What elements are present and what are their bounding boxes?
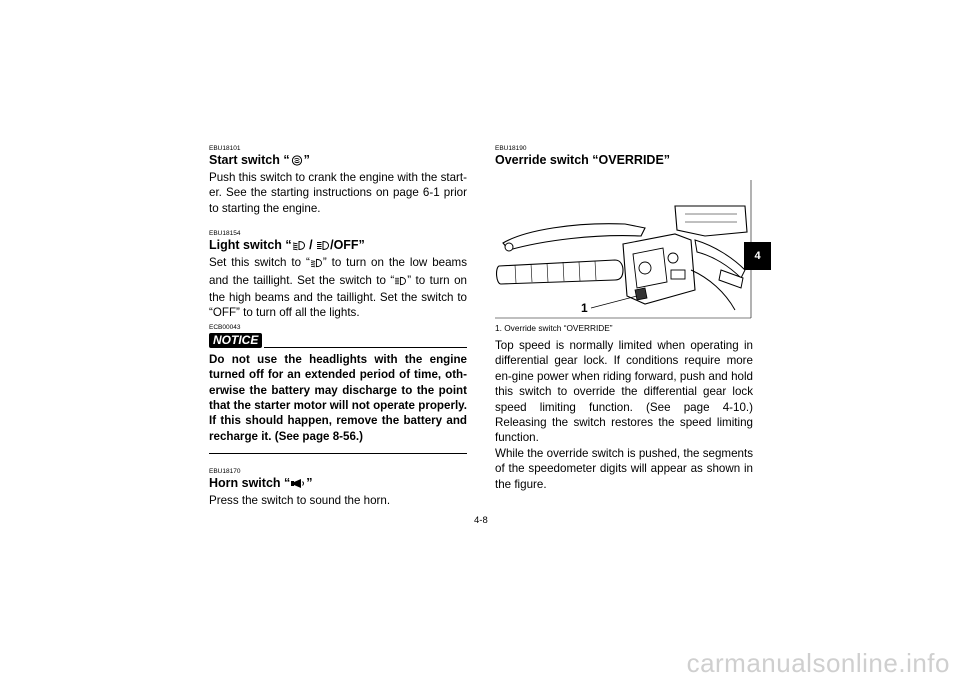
start-icon — [290, 155, 304, 169]
light-switch-text: Set this switch to “ ” to turn on the low beams and the taillight. Set the switch to “ ” to turn on the high beams and the taillight. Set the switch to “OFF” to turn off all the lights. — [209, 256, 467, 320]
figure-caption: 1. Override switch “OVERRIDE” — [495, 323, 613, 333]
high-beam-icon — [316, 240, 330, 254]
section-code: EBU18154 — [209, 230, 241, 238]
horn-switch-text: Press the switch to sound the horn. — [209, 494, 391, 508]
section-code: EBU18170 — [209, 468, 241, 476]
start-switch-text: Push this switch to crank the engine with the start-er. See the starting instructions on page 6-1 prior to starting the engine. — [209, 171, 467, 215]
notice-end-rule — [209, 453, 467, 454]
notice-rule — [264, 347, 467, 348]
left-column — [209, 145, 467, 509]
start-switch-heading: Start switch “ ” — [209, 153, 310, 167]
low-beam-icon — [292, 240, 306, 254]
section-code: EBU18101 — [209, 145, 241, 152]
override-switch-heading: Override switch “OVERRIDE” — [495, 153, 671, 167]
notice-text: Do not use the headlights with the engine turned off for an extended period of time, oth-erwise the battery may discharge to the point that the starter motor will not operate properly. If this should happen, remove the battery and recharge it. (See page 8-56.) — [209, 352, 467, 443]
page-number: 4-8 — [474, 515, 488, 526]
callout-number: 1 — [581, 301, 588, 315]
right-column — [495, 145, 753, 492]
light-switch-heading: Light switch “ / /OFF” — [209, 238, 365, 253]
notice-badge: NOTICE — [209, 333, 262, 348]
watermark: carmanualsonline.info — [686, 648, 950, 678]
override-text-2: While the override switch is pushed, the segments of the speedometer digits will appear as shown in the figure. — [495, 446, 753, 491]
handlebar-illustration — [495, 170, 753, 320]
section-code: ECB00043 — [209, 323, 241, 331]
section-tab: 4 — [744, 242, 771, 270]
override-text-1: Top speed is normally limited when operating in differential gear lock. If conditions require more en-gine power when riding forward, push and hold this switch to override the differential gear lock speed limiting function. (See page 4-10.) Releasing the switch restores the speed limiting function. — [495, 339, 753, 445]
high-beam-icon — [394, 275, 407, 290]
horn-switch-heading: Horn switch “ ” — [209, 476, 313, 491]
notice-header — [209, 333, 467, 348]
section-code: EBU18190 — [495, 145, 527, 152]
low-beam-icon — [310, 257, 323, 272]
handlebar-switch-figure — [495, 170, 753, 320]
horn-icon — [290, 478, 306, 492]
